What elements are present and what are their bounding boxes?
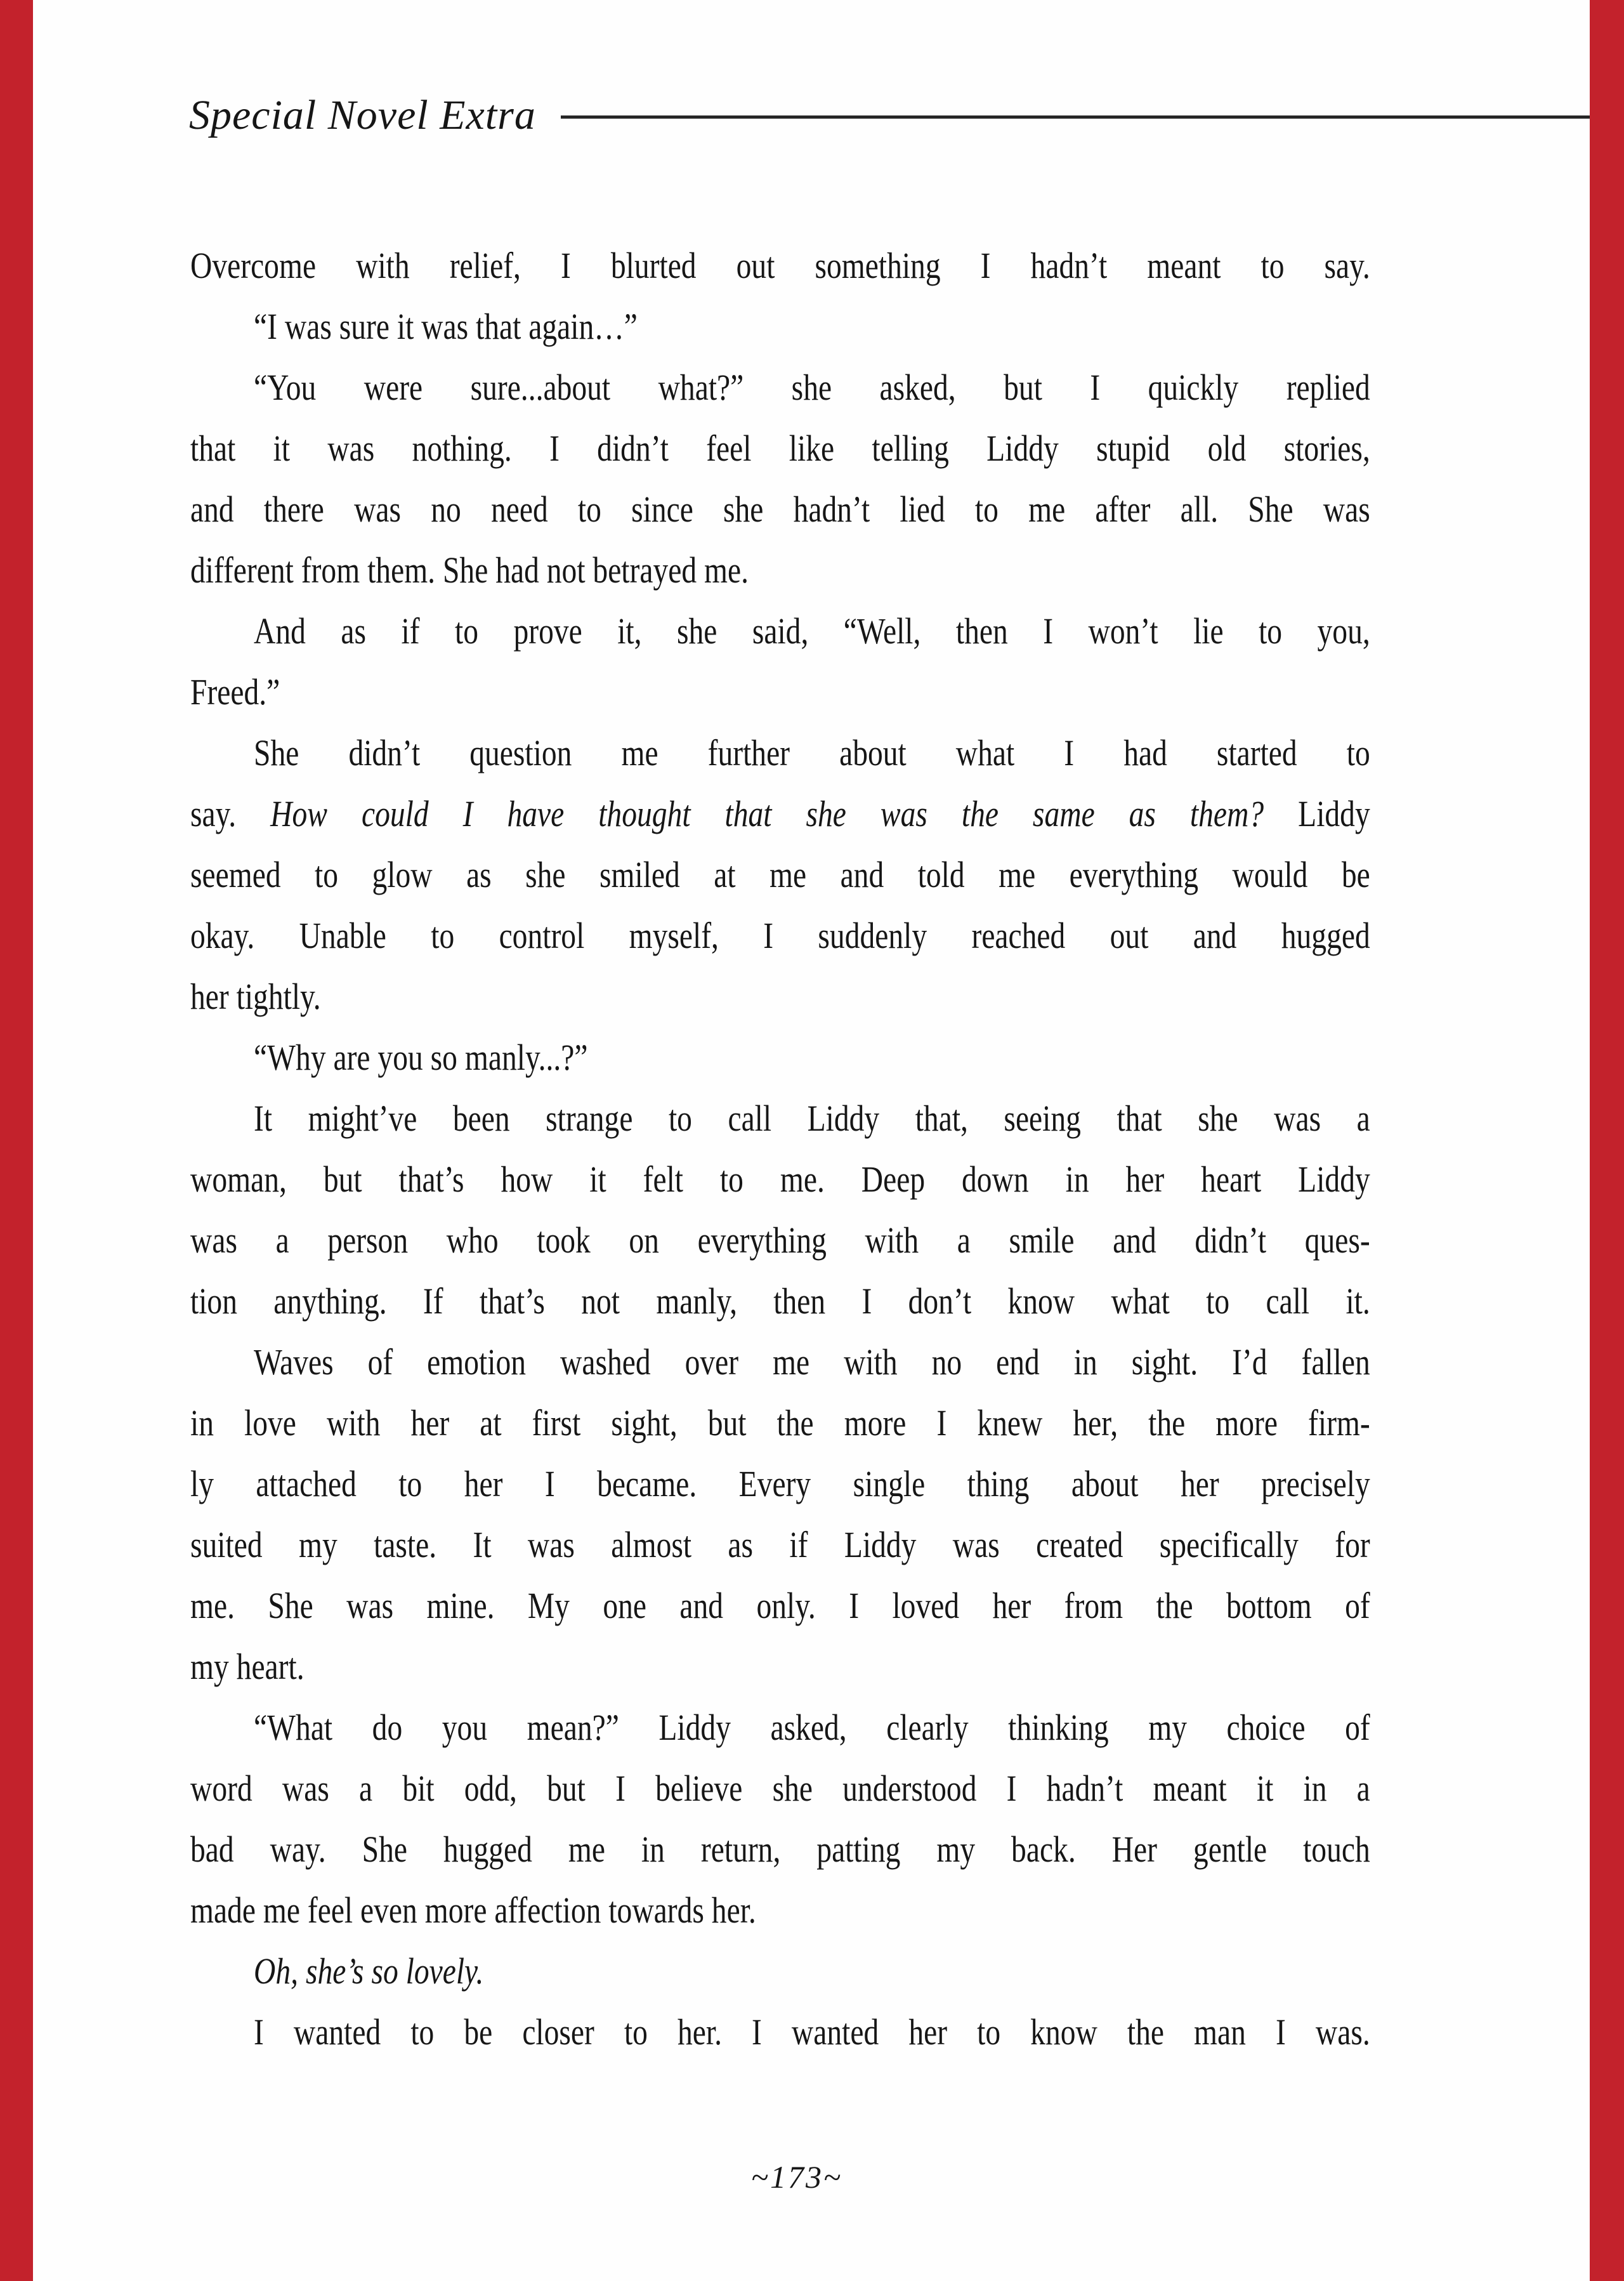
text-segment: Overcome with relief, I blurted out something I hadn’t meant to say. [190, 245, 1370, 286]
text-segment: and there was no need to since she hadn’t lied to me after all. She was [190, 489, 1370, 530]
text-line [190, 1697, 1370, 1758]
text-segment: was a person who took on everything with a smile and didn’t ques- [190, 1219, 1370, 1261]
text-line [190, 845, 1370, 905]
text-segment: ly attached to her I became. Every single thing about her precisely [190, 1463, 1370, 1504]
text-line [190, 2002, 1370, 2063]
text-segment: me. She was mine. My one and only. I loved her from the bottom of [190, 1585, 1370, 1626]
text-line [190, 540, 1370, 601]
text-segment: her tightly. [190, 976, 321, 1017]
text-line [190, 235, 1370, 296]
text-line [190, 479, 1370, 540]
body-text [190, 235, 1370, 2063]
page-header [0, 0, 1624, 203]
text-line [190, 1393, 1370, 1454]
text-line [190, 1271, 1370, 1332]
text-segment: okay. Unable to control myself, I suddenly reached out and hugged [190, 915, 1370, 956]
text-line [190, 1332, 1370, 1393]
text-line [190, 784, 1370, 845]
text-line [190, 418, 1370, 479]
text-line [190, 1941, 1370, 2002]
left-page-edge [0, 0, 33, 2281]
text-line [190, 662, 1370, 723]
text-line [190, 357, 1370, 418]
text-line [190, 966, 1370, 1027]
text-segment: “What do you mean?” Liddy asked, clearly thinking my choice of [254, 1707, 1370, 1748]
text-segment: in love with her at first sight, but the more I knew her, the more firm- [190, 1402, 1370, 1443]
italic-text-segment: How could I have thought that she was the same as them? [270, 793, 1264, 834]
right-page-edge [1590, 0, 1624, 2281]
text-line [190, 601, 1370, 662]
text-line [190, 723, 1370, 784]
header-rule [561, 115, 1590, 119]
text-segment: woman, but that’s how it felt to me. Deep down in her heart Liddy [190, 1159, 1370, 1200]
text-segment: suited my taste. It was almost as if Liddy was created specifically for [190, 1524, 1370, 1565]
text-segment: Freed.” [190, 671, 280, 713]
text-line [190, 905, 1370, 966]
text-segment: made me feel even more affection towards her. [190, 1890, 756, 1931]
text-line [190, 1088, 1370, 1149]
text-line [190, 1819, 1370, 1880]
text-line [190, 1758, 1370, 1819]
text-segment: I wanted to be closer to her. I wanted her to know the man I was. [254, 2011, 1370, 2053]
text-line [190, 1880, 1370, 1941]
text-segment: “Why are you so manly...?” [254, 1037, 588, 1078]
text-segment: She didn’t question me further about what I had started to [254, 732, 1370, 773]
text-segment: bad way. She hugged me in return, patting my back. Her gentle touch [190, 1829, 1370, 1870]
page-number: ~173~ [750, 2159, 843, 2195]
text-segment: And as if to prove it, she said, “Well, then I won’t lie to you, [254, 610, 1370, 652]
running-header-title: Special Novel Extra [189, 92, 536, 138]
text-line [190, 296, 1370, 357]
text-segment: word was a bit odd, but I believe she understood I hadn’t meant it in a [190, 1768, 1370, 1809]
text-segment: Waves of emotion washed over me with no end in sight. I’d fallen [254, 1341, 1370, 1383]
text-line [190, 1636, 1370, 1697]
text-segment: different from them. She had not betrayed me. [190, 549, 749, 591]
text-line [190, 1454, 1370, 1515]
text-segment: say. [190, 793, 271, 834]
italic-text-segment: Oh, she’s so lovely. [254, 1950, 484, 1992]
text-segment: seemed to glow as she smiled at me and told me everything would be [190, 854, 1370, 895]
text-segment: “You were sure...about what?” she asked, but I quickly replied [254, 367, 1370, 408]
text-segment: It might’ve been strange to call Liddy that, seeing that she was a [254, 1098, 1370, 1139]
text-segment: my heart. [190, 1646, 304, 1687]
text-segment: that it was nothing. I didn’t feel like telling Liddy stupid old stories, [190, 428, 1370, 469]
text-segment: Liddy [1264, 793, 1370, 834]
text-line [190, 1575, 1370, 1636]
text-segment: tion anything. If that’s not manly, then I don’t know what to call it. [190, 1280, 1370, 1322]
text-line [190, 1210, 1370, 1271]
text-line [190, 1515, 1370, 1575]
text-line [190, 1027, 1370, 1088]
text-line [190, 1149, 1370, 1210]
text-segment: “I was sure it was that again…” [254, 306, 638, 347]
